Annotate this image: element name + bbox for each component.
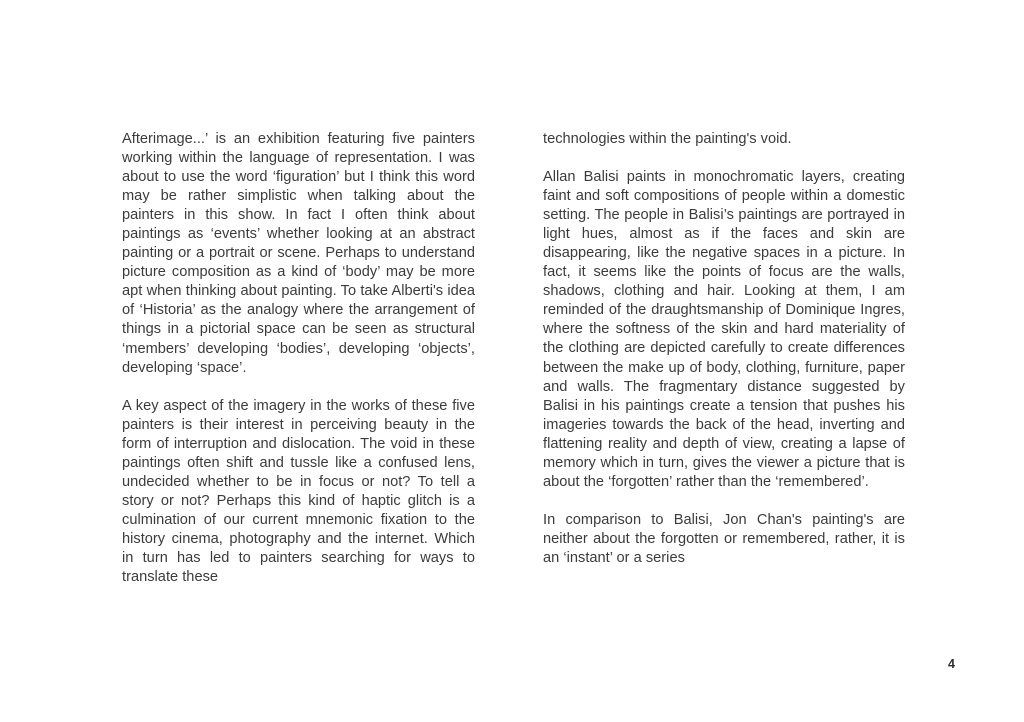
paragraph: Allan Balisi paints in monochromatic layers, creating faint and soft compositions of people within a domestic setting. The people in Balisi’s paintings are portrayed in light hues, almost as if the faces and skin are disappearing, like the negative spaces in a picture. In fact, it seems like the points of focus are the walls, shadows, clothing and hair. Looking at them, I am reminded of the draughtsmanship of Dominique Ingres, where the softness of the skin and hard materiality of the clothing are depicted carefully to create differences between the make up of body, clothing, furniture, paper and walls. The fragmentary distance suggested by Balisi in his paintings create a tension that pushes his imageries towards the back of the head, inverting and flattening reality and depth of view, creating a lapse of memory which in turn, gives the viewer a picture that is about the ‘forgotten’ rather than the ‘remembered’. xyxy=(543,169,905,490)
paragraph: A key aspect of the imagery in the works of these five painters is their interest in perceiving beauty in the form of interruption and dislocation. The void in these paintings often shift and tussle like a confused lens, undecided whether to be in focus or not? To tell a story or not? Perhaps this kind of haptic glitch is a culmination of our current mnemonic fixation to the history cinema, photography and the internet. Which in turn has led to painters searching for ways to translate these xyxy=(122,397,475,586)
page-number: 4 xyxy=(948,657,955,671)
paragraph: technologies within the painting's void. xyxy=(543,131,792,147)
text-column-right xyxy=(543,130,905,568)
paragraph: Afterimage...’ is an exhibition featuring five painters working within the language of representation. I was about to use the word ‘figuration’ but I think this word may be rather simplistic when talking about the painters in this show. In fact I often think about paintings as ‘events’ whether looking at an abstract painting or a portrait or scene. Perhaps to understand picture composition as a kind of ‘body’ may be more apt when thinking about painting. To take Alberti's idea of ‘Historia’ as the analogy where the arrangement of things in a pictorial space can be seen as structural ‘members’ developing ‘bodies’, developing ‘objects’, developing ‘space’. xyxy=(122,131,475,376)
text-column-left xyxy=(122,130,475,587)
paragraph: In comparison to Balisi, Jon Chan's painting's are neither about the forgotten or remembered, rather, it is an ‘instant’ or a series xyxy=(543,511,905,566)
